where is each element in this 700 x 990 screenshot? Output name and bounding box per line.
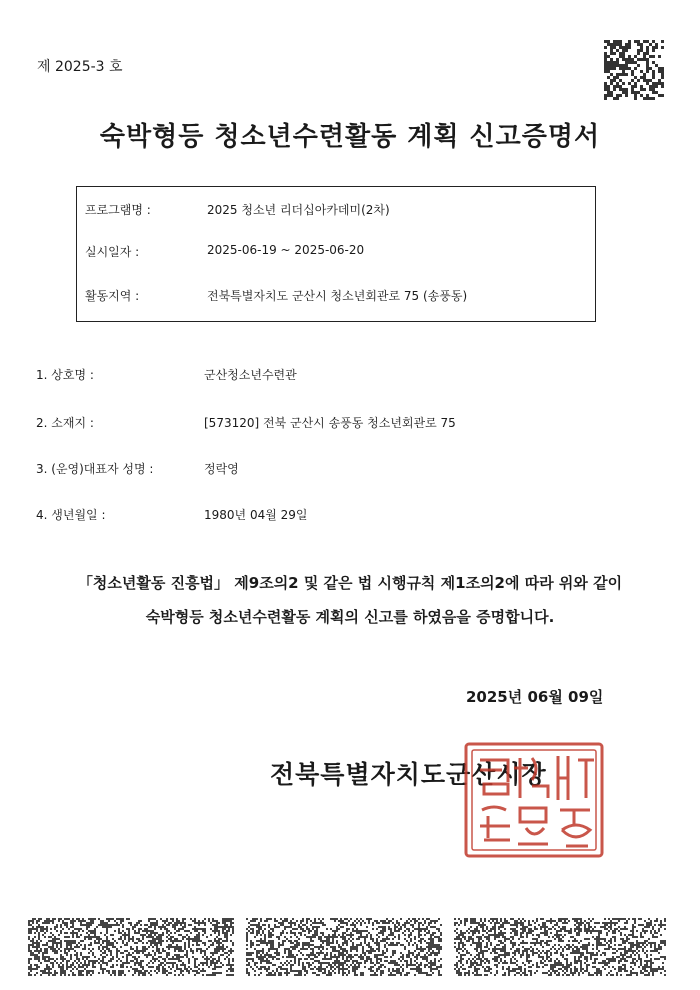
verification-code-icon	[604, 40, 664, 100]
program-name-value: 2025 청소년 리더십아카데미(2차)	[207, 203, 390, 217]
address-value: [573120] 전북 군산시 송풍동 청소년회관로 75	[204, 416, 456, 430]
birthdate-row	[36, 506, 656, 526]
business-name-label: 1. 상호명 :	[36, 368, 94, 382]
activity-date-value: 2025-06-19 ~ 2025-06-20	[207, 243, 365, 257]
activity-area-value: 전북특별자치도 군산시 청소년회관로 75 (송풍동)	[207, 289, 468, 303]
address-label: 2. 소재지 :	[36, 416, 94, 430]
business-name-row	[36, 366, 656, 386]
statement-line-2: 숙박형등 청소년수련활동 계획의 신고를 하였음을 증명합니다.	[145, 608, 555, 626]
issue-date: 2025년 06월 09일	[466, 688, 604, 706]
representative-value: 정락영	[204, 462, 239, 476]
statement-line-1: 「청소년활동 진흥법」 제9조의2 및 같은 법 시행규칙 제1조의2에 따라 위와 같이	[77, 574, 623, 592]
business-name-value: 군산청소년수련관	[204, 368, 297, 382]
barcode-left-icon	[28, 918, 234, 976]
program-name-row	[77, 201, 595, 221]
activity-date-label: 실시일자 :	[85, 245, 140, 259]
activity-area-row	[77, 287, 595, 307]
issuer-name: 전북특별자치도군산시장	[270, 760, 547, 789]
representative-label: 3. (운영)대표자 성명 :	[36, 462, 154, 476]
barcode-right-icon	[454, 918, 666, 976]
program-info-box	[76, 186, 596, 322]
certification-statement	[0, 566, 700, 634]
program-name-label: 프로그램명 :	[85, 203, 151, 217]
birthdate-value: 1980년 04월 29일	[204, 508, 308, 522]
address-row	[36, 414, 656, 434]
doc-number: 제 2025-3 호	[37, 59, 123, 75]
official-seal-icon	[462, 740, 606, 860]
activity-date-row	[77, 243, 595, 263]
representative-row	[36, 460, 656, 480]
birthdate-label: 4. 생년월일 :	[36, 508, 106, 522]
activity-area-label: 활동지역 :	[85, 289, 140, 303]
barcode-middle-icon	[246, 918, 442, 976]
page-title: 숙박형등 청소년수련활동 계획 신고증명서	[99, 122, 601, 152]
